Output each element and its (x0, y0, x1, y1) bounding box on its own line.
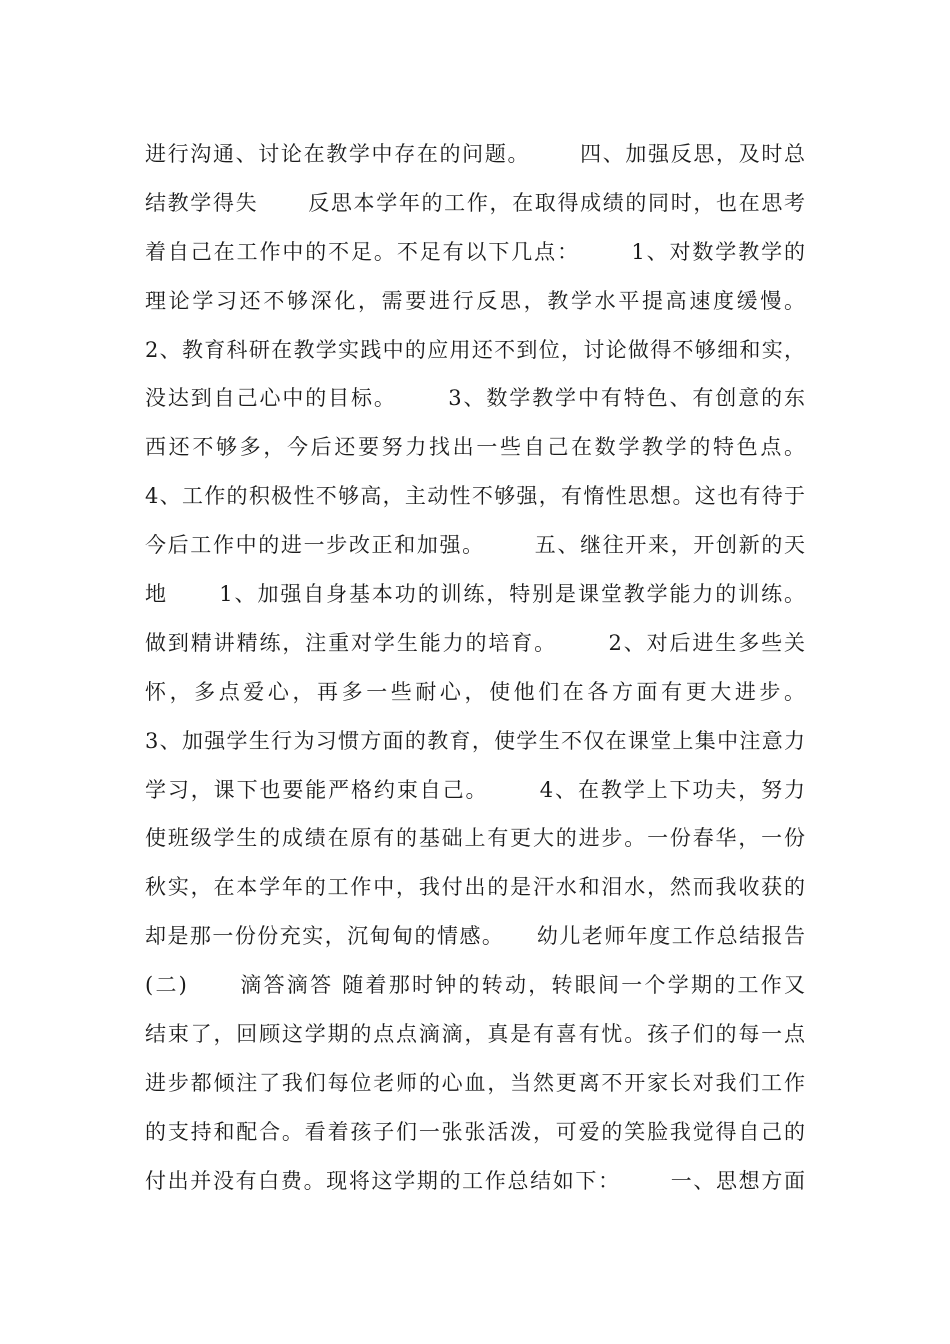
text-line: 学习，课下也要能严格约束自己。 4、在教学上下功夫，努力 (145, 777, 805, 802)
text-line: 付出并没有白费。现将这学期的工作总结如下： 一、思想方面 (145, 1168, 805, 1193)
text-line: 4、工作的积极性不够高，主动性不够强，有惰性思想。这也有待于 (145, 484, 805, 509)
text-line: 做到精讲精练，注重对学生能力的培育。 2、对后进生多些关 (145, 630, 805, 655)
text-line: 今后工作中的进一步改正和加强。 五、继往开来，开创新的天 (145, 533, 805, 558)
text-line: 却是那一份份充实，沉甸甸的情感。 幼儿老师年度工作总结报告 (145, 924, 805, 949)
text-line: 进步都倾注了我们每位老师的心血，当然更离不开家长对我们工作 (145, 1070, 805, 1095)
text-line: 西还不够多，今后还要努力找出一些自己在数学教学的特色点。 (145, 435, 805, 460)
text-line: 使班级学生的成绩在原有的基础上有更大的进步。一份春华，一份 (145, 826, 805, 851)
text-line: 结束了，回顾这学期的点点滴滴，真是有喜有忧。孩子们的每一点 (145, 1022, 805, 1047)
text-line: 2、教育科研在教学实践中的应用还不到位，讨论做得不够细和实， (145, 337, 805, 362)
text-line: (二) 滴答滴答 随着那时钟的转动，转眼间一个学期的工作又 (145, 973, 805, 998)
text-line: 的支持和配合。看着孩子们一张张活泼，可爱的笑脸我觉得自己的 (145, 1119, 805, 1144)
text-line: 没达到自己心中的目标。 3、数学教学中有特色、有创意的东 (145, 386, 805, 411)
body-text (145, 130, 805, 1206)
text-line: 理论学习还不够深化，需要进行反思，教学水平提高速度缓慢。 (145, 288, 805, 313)
text-line: 进行沟通、讨论在教学中存在的问题。 四、加强反思，及时总 (145, 142, 805, 166)
text-line: 秋实，在本学年的工作中，我付出的是汗水和泪水，然而我收获的 (145, 875, 805, 900)
text-line: 怀，多点爱心，再多一些耐心，使他们在各方面有更大进步。 (145, 679, 805, 704)
text-line: 结教学得失 反思本学年的工作，在取得成绩的同时，也在思考 (145, 190, 805, 215)
text-line: 3、加强学生行为习惯方面的教育，使学生不仅在课堂上集中注意力 (145, 728, 805, 753)
text-line: 着自己在工作中的不足。不足有以下几点： 1、对数学教学的 (145, 239, 805, 264)
text-line: 地 1、加强自身基本功的训练，特别是课堂教学能力的训练。 (145, 582, 805, 607)
